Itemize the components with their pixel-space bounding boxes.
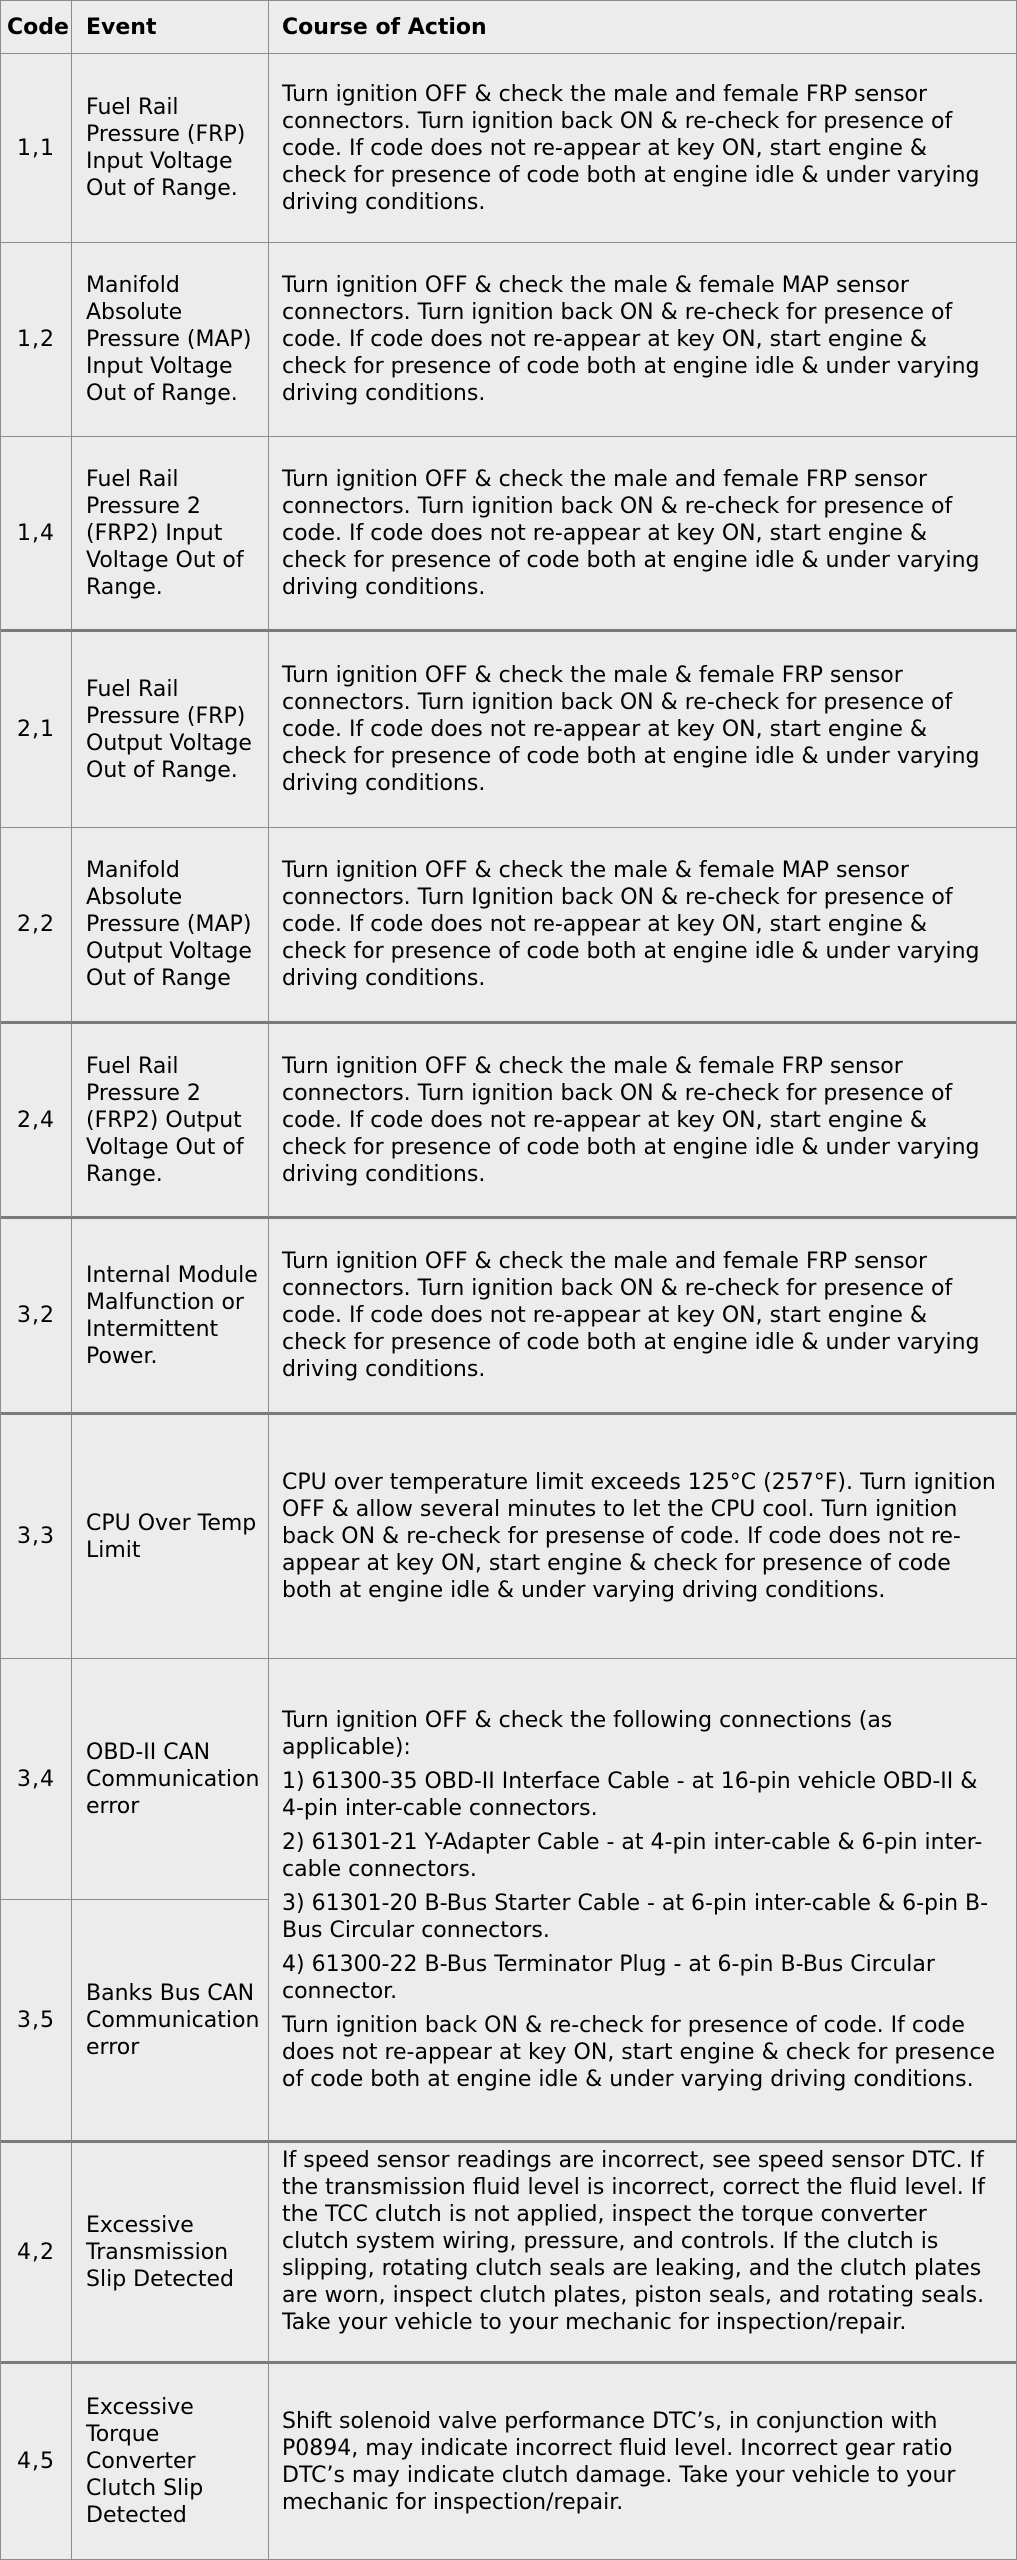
code-value: 1,2 <box>17 327 55 352</box>
event-cell <box>72 1219 269 1415</box>
shared-action-step: 2) 61301-21 Y-Adapter Cable - at 4-pin inter-cable & 6-pin inter-cable connectors. <box>282 1829 983 1882</box>
action-cell <box>269 828 1016 1024</box>
code-value: 3,3 <box>17 1524 55 1549</box>
code-cell <box>1 828 72 1024</box>
code-value: 1,4 <box>17 520 55 546</box>
event-text: OBD-II CAN Communication error <box>86 1739 260 1819</box>
action-text: Turn ignition OFF & check the male and female FRP sensor connectors. Turn ignition back ON & re-check for presence of code. If code does not re-appear at key ON, start engine & check for presence of code both at engine idle & under varying driving conditions. <box>282 1249 980 1382</box>
action-text: Turn ignition OFF & check the male & female FRP sensor connectors. Turn ignition back ON & re-check for presence of code. If code does not re-appear at key ON, start engine & check for presence of code both at engine idle & under varying driving conditions. <box>282 663 980 796</box>
code-value: 3,5 <box>17 2007 55 2033</box>
code-cell <box>1 1415 72 1659</box>
action-text: Turn ignition OFF & check the male & female MAP sensor connectors. Turn Ignition back ON & re-check for presence of code. If code does not re-appear at key ON, start engine & check for presence of code both at engine idle & under varying driving conditions. <box>282 858 980 991</box>
code-cell <box>1 437 72 632</box>
code-value: 3,4 <box>17 1766 55 1792</box>
action-cell <box>269 243 1016 437</box>
event-cell <box>72 1024 269 1219</box>
action-cell <box>269 1219 1016 1415</box>
code-value: 4,2 <box>17 2239 55 2265</box>
action-text: Shift solenoid valve performance DTC’s, in conjunction with P0894, may indicate incorrect fluid level. Incorrect gear ratio DTC’s may indicate clutch damage. Take your vehicle to your mechanic for inspection/repair. <box>282 2408 956 2515</box>
event-text: Internal Module Malfunction or Intermittent Power. <box>86 1262 258 1369</box>
event-text: Excessive Transmission Slip Detected <box>86 2212 235 2292</box>
code-cell <box>1 54 72 243</box>
header-action-label: Course of Action <box>282 14 487 40</box>
shared-action-intro: Turn ignition OFF & check the following connections (as applicable): <box>282 1707 893 1760</box>
shared-action-cell <box>269 1659 1016 2143</box>
code-cell <box>1 1024 72 1219</box>
code-cell <box>1 632 72 828</box>
shared-action-outro: Turn ignition back ON & re-check for presence of code. If code does not re-appear at key ON, start engine & check for presence of code both at engine idle & under varying driving conditions. <box>282 2012 995 2092</box>
event-cell <box>72 632 269 828</box>
code-cell <box>1 1900 72 2143</box>
code-cell <box>1 1219 72 1415</box>
action-text: If speed sensor readings are incorrect, see speed sensor DTC. If the transmission fluid level is incorrect, correct the fluid level. If the TCC clutch is not applied, inspect the torque converter clutch system wiring, pressure, and controls. If the clutch is slipping, rotating clutch seals are leaking, and the clutch plates are worn, inspect clutch plates, piston seals, and rotating seals. Take your vehicle to your mechanic for inspection/repair. <box>282 2148 985 2335</box>
event-cell <box>72 243 269 437</box>
shared-action-step: 4) 61300-22 B-Bus Terminator Plug - at 6-pin B-Bus Circular connector. <box>282 1951 935 2004</box>
header-code <box>1 1 72 54</box>
event-text: Fuel Rail Pressure (FRP) Output Voltage Out of Range. <box>86 676 252 783</box>
event-text: Banks Bus CAN Communication error <box>86 1980 260 2060</box>
event-text: Manifold Absolute Pressure (MAP) Input Voltage Out of Range. <box>86 273 252 406</box>
header-code-label: Code <box>7 14 69 40</box>
code-cell <box>1 2143 72 2364</box>
code-cell <box>1 1659 72 1900</box>
event-text: CPU Over Temp Limit <box>86 1510 257 1563</box>
shared-action-step: 3) 61301-20 B-Bus Starter Cable - at 6-pin inter-cable & 6-pin B-Bus Circular connectors. <box>282 1890 989 1943</box>
event-cell <box>72 1900 269 2143</box>
action-cell <box>269 437 1016 632</box>
code-value: 4,5 <box>17 2449 55 2474</box>
event-cell <box>72 54 269 243</box>
header-event <box>72 1 269 54</box>
action-text: CPU over temperature limit exceeds 125°C (257°F). Turn ignition OFF & allow several minutes to let the CPU cool. Turn ignition back ON & re-check for presense of code. If code does not re-appear at key ON, start engine & check for presence of code both at engine idle & under varying driving conditions. <box>282 1470 996 1603</box>
action-cell <box>269 2143 1016 2364</box>
header-action <box>269 1 1016 54</box>
event-cell <box>72 1659 269 1900</box>
code-cell <box>1 243 72 437</box>
action-cell <box>269 632 1016 828</box>
event-text: Manifold Absolute Pressure (MAP) Output Voltage Out of Range <box>86 858 252 991</box>
action-cell <box>269 1024 1016 1219</box>
event-cell <box>72 1415 269 1659</box>
action-text: Turn ignition OFF & check the male and female FRP sensor connectors. Turn ignition back ON & re-check for presence of code. If code does not re-appear at key ON, start engine & check for presence of code both at engine idle & under varying driving conditions. <box>282 81 980 215</box>
event-text: Fuel Rail Pressure (FRP) Input Voltage Out of Range. <box>86 95 246 201</box>
action-cell <box>269 1415 1016 1659</box>
code-cell <box>1 2364 72 2559</box>
action-text: Turn ignition OFF & check the male & female MAP sensor connectors. Turn ignition back ON & re-check for presence of code. If code does not re-appear at key ON, start engine & check for presence of code both at engine idle & under varying driving conditions. <box>282 273 980 406</box>
event-text: Fuel Rail Pressure 2 (FRP2) Output Voltage Out of Range. <box>86 1053 244 1187</box>
shared-action-block <box>282 1707 998 2093</box>
code-value: 2,1 <box>17 717 55 742</box>
event-cell <box>72 437 269 632</box>
event-cell <box>72 2364 269 2559</box>
code-value: 3,2 <box>17 1303 55 1328</box>
event-cell <box>72 828 269 1024</box>
event-cell <box>72 2143 269 2364</box>
action-cell <box>269 2364 1016 2559</box>
code-value: 1,1 <box>17 135 55 161</box>
event-text: Excessive Torque Converter Clutch Slip Detected <box>86 2395 204 2528</box>
action-text: Turn ignition OFF & check the male & female FRP sensor connectors. Turn ignition back ON & re-check for presence of code. If code does not re-appear at key ON, start engine & check for presence of code both at engine idle & under varying driving conditions. <box>282 1053 980 1187</box>
shared-action-step: 1) 61300-35 OBD-II Interface Cable - at 16-pin vehicle OBD-II & 4-pin inter-cable connectors. <box>282 1768 978 1821</box>
action-cell <box>269 54 1016 243</box>
code-value: 2,4 <box>17 1107 55 1133</box>
code-value: 2,2 <box>17 912 55 937</box>
event-text: Fuel Rail Pressure 2 (FRP2) Input Voltage Out of Range. <box>86 466 244 600</box>
header-event-label: Event <box>86 14 157 40</box>
action-text: Turn ignition OFF & check the male and female FRP sensor connectors. Turn ignition back ON & re-check for presence of code. If code does not re-appear at key ON, start engine & check for presence of code both at engine idle & under varying driving conditions. <box>282 466 980 600</box>
